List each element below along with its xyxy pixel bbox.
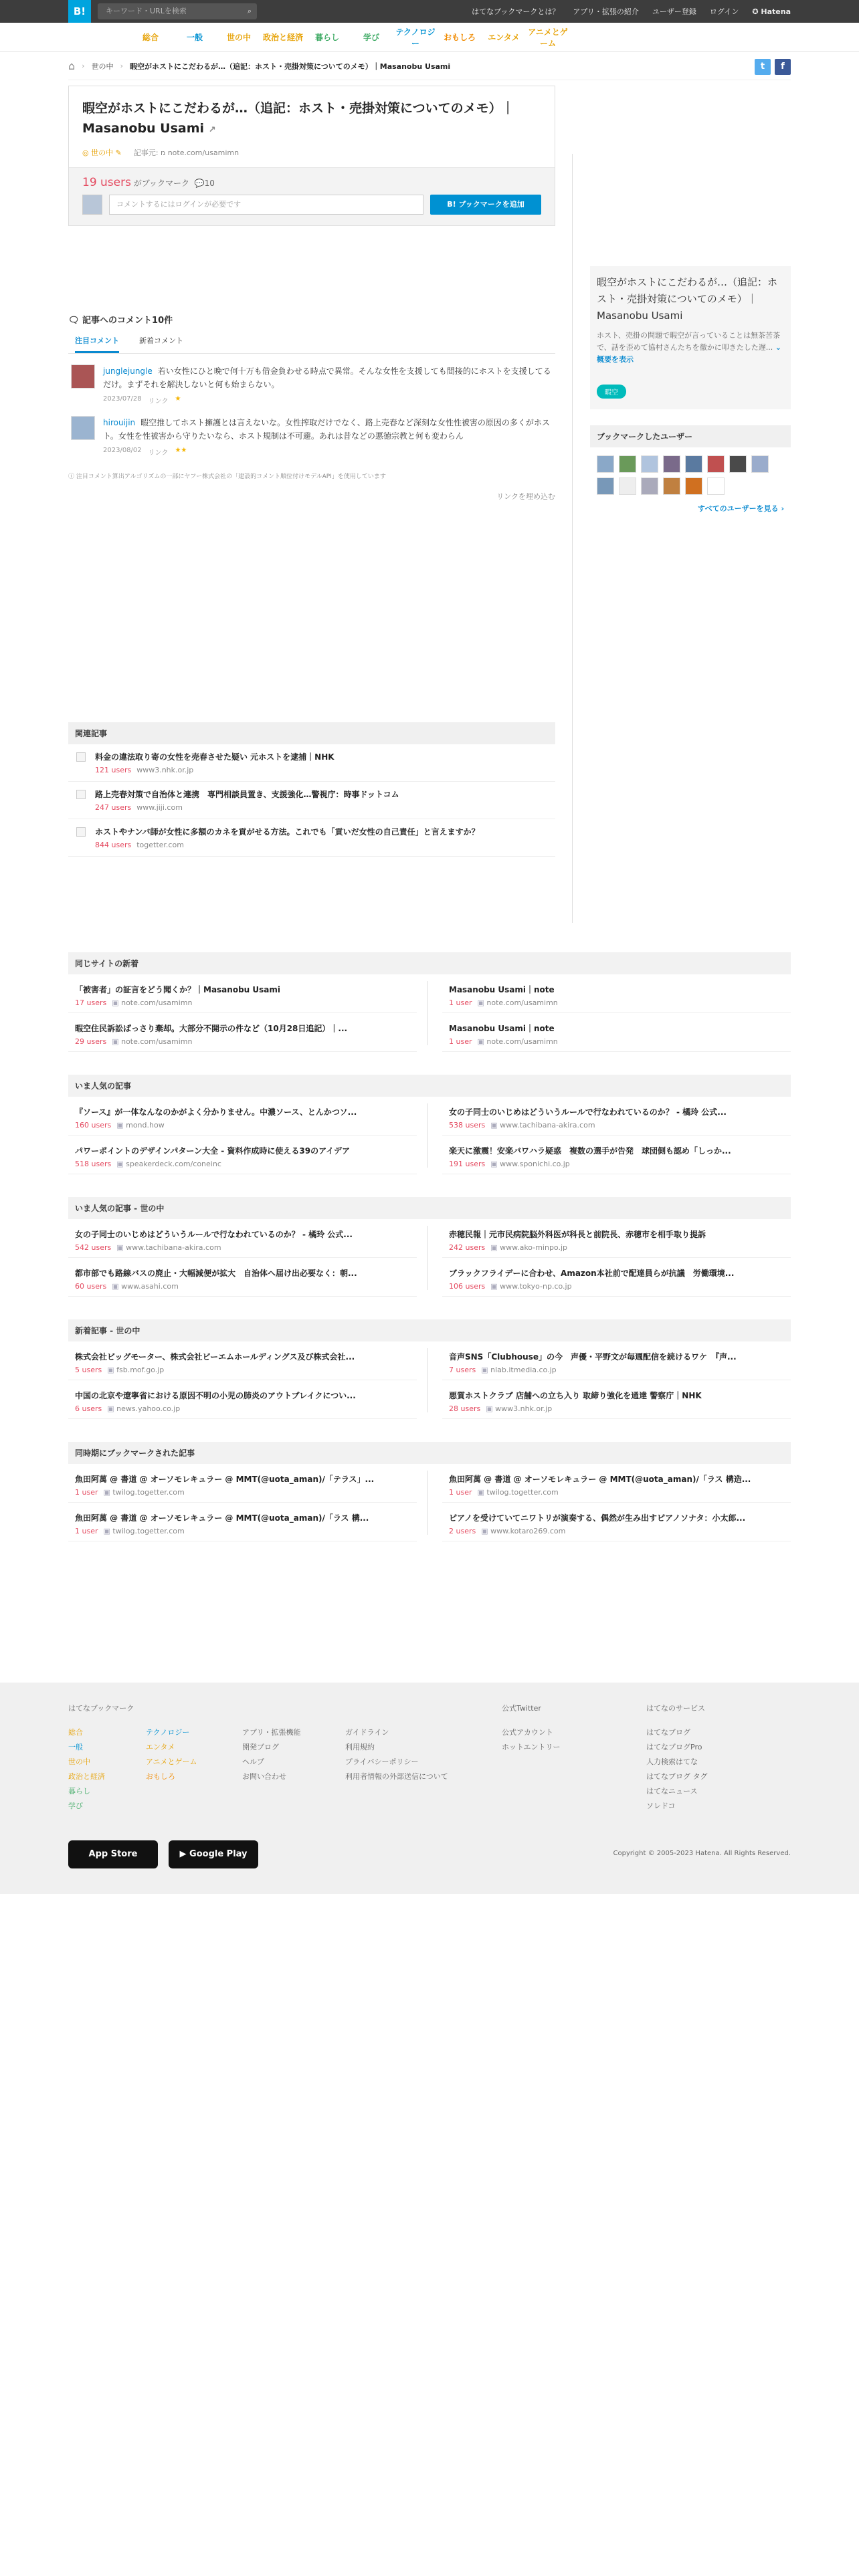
column-divider	[572, 154, 573, 923]
site-domain[interactable]: twilog.togetter.com	[486, 1488, 559, 1497]
embed-link[interactable]: リンクを埋め込む	[496, 492, 555, 501]
list-title: 同時期にブックマークされた記事	[68, 1442, 791, 1464]
source-domain: note.com/usamimn	[167, 148, 240, 157]
related-title: 関連記事	[68, 722, 555, 744]
related-item[interactable]	[68, 819, 555, 857]
list-item[interactable]	[442, 1013, 791, 1052]
sidebar-title: 暇空がホストにこだわるが…（追記：ホスト・売掛対策についてのメモ）｜Masanobu Usami	[597, 276, 778, 322]
footer-link[interactable]: はてなニュース	[646, 1787, 698, 1796]
footer-col-services	[646, 1701, 708, 1814]
users-count[interactable]: 844 users	[95, 841, 132, 849]
bookmark-count	[82, 176, 541, 189]
site-domain[interactable]: www.tachibana-akira.com	[126, 1243, 221, 1252]
list-grid	[68, 974, 791, 1052]
list-item[interactable]	[68, 1013, 417, 1052]
footer-link[interactable]: 人力検索はてな	[646, 1757, 698, 1766]
nav-category[interactable]: 学び	[363, 33, 379, 42]
list-item-title[interactable]: 楽天に激震！安楽バワハラ疑惑 複数の選手が告発 球団側も認め「しっか...	[449, 1146, 731, 1156]
site-domain[interactable]: fsb.mof.go.jp	[116, 1366, 165, 1374]
entry-title[interactable]	[82, 98, 541, 140]
nav-category[interactable]: 政治と経済	[262, 33, 303, 42]
favicon-icon: ▣	[477, 1488, 487, 1497]
list-item[interactable]	[68, 1341, 417, 1380]
hatena-brand: Hatena	[761, 7, 791, 16]
user-avatar[interactable]	[751, 455, 769, 473]
user-avatar[interactable]	[641, 477, 658, 495]
comment-count: 10	[204, 179, 215, 188]
list-title: 同じサイトの新着	[68, 952, 791, 974]
list-item[interactable]	[442, 1503, 791, 1541]
avatar	[82, 195, 102, 215]
footer-link[interactable]: エンタメ	[146, 1743, 175, 1751]
favicon-icon: ▣	[112, 998, 122, 1007]
list-item[interactable]	[442, 1380, 791, 1419]
footer-link[interactable]: 学び	[68, 1802, 83, 1810]
list-item[interactable]	[68, 1097, 417, 1136]
breadcrumb-current: 暇空がホストにこだわるが…（追記：ホスト・売掛対策についてのメモ）｜Masanobu Usami	[129, 62, 451, 71]
list-grid	[68, 1464, 791, 1541]
list-title: いま人気の記事 - 世の中	[68, 1197, 791, 1219]
sidebar-entry-summary	[590, 266, 791, 409]
site-domain[interactable]: note.com/usamimn	[486, 1037, 558, 1046]
list-item-title[interactable]: Masanobu Usami｜note	[449, 1024, 555, 1033]
list-item-meta	[449, 1282, 784, 1291]
footer-col-title: はてなのサービス	[646, 1704, 705, 1713]
footer-link[interactable]: 総合	[68, 1728, 83, 1737]
users-count[interactable]: 7 users	[449, 1366, 476, 1374]
list-item[interactable]	[442, 974, 791, 1013]
footer-link[interactable]: 利用規約	[345, 1743, 375, 1751]
site-domain[interactable]: www.tachibana-akira.com	[500, 1121, 595, 1130]
list-item-title[interactable]: ピアノを受けていてニワトリが演奏する、偶然が生み出すピアノソナタ：小太郎...	[449, 1513, 746, 1523]
article-list	[68, 1442, 791, 1541]
list-item-title[interactable]: 悪質ホストクラブ 店舗への立ち入り 取締り強化を通達 警察庁｜NHK	[449, 1391, 702, 1400]
footer-link[interactable]: おもしろ	[146, 1772, 175, 1781]
list-item-title[interactable]: 赤穂民報｜元市民病院脳外科医が科長と前院長、赤穂市を相手取り提訴	[449, 1230, 706, 1239]
related-meta	[95, 841, 480, 849]
edit-icon: ✎	[115, 148, 122, 157]
user-avatar[interactable]	[707, 477, 725, 495]
nav-category[interactable]: テクノロジー	[395, 27, 436, 48]
user-avatar[interactable]	[597, 477, 614, 495]
user-avatar[interactable]	[597, 455, 614, 473]
entry-category-label: 世の中	[91, 148, 114, 157]
site-domain[interactable]: note.com/usamimn	[121, 1037, 193, 1046]
related-title[interactable]: 料金の違法取り寄の女性を売春させた疑い 元ホストを逮捕｜NHK	[95, 752, 335, 762]
related-item[interactable]	[68, 744, 555, 782]
bookmark-users	[590, 425, 791, 514]
user-avatar[interactable]	[707, 455, 725, 473]
list-item[interactable]	[442, 1097, 791, 1136]
article-list	[68, 1197, 791, 1297]
footer-link[interactable]: 公式アカウント	[502, 1728, 553, 1737]
share-buttons	[755, 59, 791, 75]
footer-link[interactable]: プライバシーポリシー	[345, 1757, 419, 1766]
footer-col-bookmark	[68, 1701, 134, 1814]
comment-item	[68, 405, 555, 457]
users-count[interactable]: 121 users	[95, 766, 132, 774]
site-domain[interactable]: news.yahoo.co.jp	[116, 1404, 181, 1413]
nav-category[interactable]: 総合	[142, 33, 159, 42]
entry-title-text: 暇空がホストにこだわるが…（追記：ホスト・売掛対策についてのメモ）｜Masanobu Usami	[82, 101, 514, 136]
comment-link[interactable]: リンク	[148, 449, 169, 457]
list-item-meta	[75, 1488, 410, 1497]
bookmark-users-title: ブックマークしたユーザー	[590, 425, 791, 447]
list-item[interactable]	[68, 1464, 417, 1503]
footer-col-twitter	[502, 1701, 561, 1755]
footer-link[interactable]: 利用者情報の外部送信について	[345, 1772, 448, 1781]
user-avatar[interactable]	[729, 455, 747, 473]
comment-bubble-icon: 🗨	[68, 316, 80, 326]
favicon-icon: ▣	[490, 1243, 500, 1252]
entry-box	[68, 86, 555, 226]
article-lists	[68, 952, 791, 1564]
login-link[interactable]: ログイン	[709, 7, 739, 16]
nav-category[interactable]: 暮らし	[314, 33, 339, 42]
users-count[interactable]: 1 user	[449, 1037, 472, 1046]
site-domain[interactable]: www.sponichi.co.jp	[500, 1160, 570, 1168]
comment-user[interactable]: junglejungle	[103, 366, 153, 376]
comment-user[interactable]: hirouijin	[103, 418, 136, 427]
list-item[interactable]	[68, 1380, 417, 1419]
related-title[interactable]: ホストやナンバ師が女性に多額のカネを貢がせる方法。これでも「貢いだ女性の自己責任」と言えますか？	[95, 827, 480, 837]
hatena-logo[interactable]	[752, 7, 791, 16]
favicon-icon: ▣	[107, 1366, 117, 1374]
site-domain[interactable]: www.tokyo-np.co.jp	[500, 1282, 572, 1291]
list-item-meta	[449, 1404, 784, 1413]
users-count[interactable]: 1 user	[449, 998, 472, 1007]
list-item[interactable]	[68, 1503, 417, 1541]
user-avatar[interactable]	[663, 477, 680, 495]
chevron-right-icon: ›	[120, 62, 123, 70]
show-summary-label: 概要を表示	[597, 355, 634, 364]
comment-text: 若い女性にひと晩で何十万も借金負わせる時点で異常。そんな女性を支援しても間接的にホストを支援してるだけ。まずそれを解決しないと何も始まらない。	[103, 366, 551, 389]
article-list	[68, 952, 791, 1052]
entry-category[interactable]: ◎ 世の中 ✎	[82, 148, 122, 157]
footer-link[interactable]: 世の中	[68, 1757, 90, 1766]
twitter-icon[interactable]: t	[755, 59, 771, 75]
list-item[interactable]	[442, 1341, 791, 1380]
list-item-title[interactable]: パワーポイントのデザインパターン大全 - 資料作成時に使える39のアイデア	[75, 1146, 351, 1156]
list-item-title[interactable]: 『ソース』が一体なんなのかがよく分かりません。中濃ソース、とんかつソ...	[75, 1107, 357, 1117]
star-icon[interactable]: ★★	[175, 447, 187, 454]
list-grid	[68, 1097, 791, 1174]
user-avatar[interactable]	[641, 455, 658, 473]
list-item[interactable]	[442, 1136, 791, 1174]
footer	[0, 1683, 859, 1894]
list-title: 新着記事 - 世の中	[68, 1319, 791, 1341]
comment-date[interactable]: 2023/07/28	[103, 395, 142, 403]
about-link[interactable]: はてなブックマークとは？	[472, 7, 560, 16]
user-avatar[interactable]	[685, 455, 702, 473]
chevron-right-icon: ›	[82, 62, 85, 70]
show-summary-link[interactable]: ⌄ 概要を表示	[597, 343, 781, 364]
app-store-label: App Store	[88, 1849, 138, 1859]
comment-tabs	[68, 332, 555, 354]
list-grid	[68, 1341, 791, 1419]
nav-category[interactable]: おもしろ	[443, 33, 476, 42]
list-item-meta	[449, 1160, 784, 1168]
users-count[interactable]: 19 users	[82, 176, 131, 189]
list-item[interactable]	[442, 1219, 791, 1258]
list-item-title[interactable]: 「被害者」の証言をどう聞くか？｜Masanobu Usami	[75, 985, 280, 994]
list-grid	[68, 1219, 791, 1297]
bookmark-suffix: がブックマーク	[133, 179, 189, 188]
list-title: いま人気の記事	[68, 1075, 791, 1097]
nav-category[interactable]: アニメとゲーム	[528, 27, 568, 48]
note-icon: ռ	[161, 148, 166, 157]
list-item-title[interactable]: 中国の北京や遼寧省における原因不明の小児の肺炎のアウトブレイクについ...	[75, 1391, 356, 1400]
site-domain[interactable]: twilog.togetter.com	[112, 1527, 185, 1535]
favicon-icon: ▣	[116, 1160, 126, 1168]
favicon-icon: ▣	[477, 1037, 487, 1046]
footer-link[interactable]: 政治と経済	[68, 1772, 105, 1781]
user-avatar[interactable]	[619, 477, 636, 495]
list-item-meta	[75, 998, 410, 1007]
footer-col-title: はてなブックマーク	[68, 1704, 134, 1713]
footer-link[interactable]: 開発ブログ	[242, 1743, 279, 1751]
users-count[interactable]: 6 users	[75, 1404, 102, 1413]
comments-section	[68, 313, 555, 502]
users-count[interactable]: 5 users	[75, 1366, 102, 1374]
footer-link[interactable]: 一般	[68, 1743, 83, 1751]
list-item-title[interactable]: 女の子同士のいじめはどういうルールで行なわれているのか？ - 橘玲 公式...	[75, 1230, 353, 1239]
nav-category[interactable]: 世の中	[226, 33, 251, 42]
related-section	[68, 722, 555, 857]
nav-category[interactable]: エンタメ	[488, 33, 520, 42]
favicon-icon: ▣	[107, 1404, 117, 1413]
list-item-meta	[75, 1160, 410, 1168]
site-domain[interactable]: www.kotaro269.com	[490, 1527, 566, 1535]
comment-date[interactable]: 2023/08/02	[103, 447, 142, 454]
favicon-icon: ▣	[481, 1366, 491, 1374]
entry-source[interactable]	[134, 147, 239, 158]
footer-link[interactable]: ヘルプ	[242, 1757, 264, 1766]
comment-icon: 💬	[191, 179, 205, 188]
favicon-icon	[76, 827, 86, 837]
related-meta	[95, 803, 399, 812]
list-item[interactable]	[442, 1464, 791, 1503]
home-icon[interactable]: ⌂	[68, 60, 76, 72]
users-count[interactable]: 247 users	[95, 803, 132, 812]
user-avatar[interactable]	[685, 477, 702, 495]
external-link-icon[interactable]: ↗	[208, 125, 216, 135]
favicon-icon: ▣	[490, 1160, 500, 1168]
users-count[interactable]: 2 users	[449, 1527, 476, 1535]
list-item-meta	[75, 1404, 410, 1413]
list-item-title[interactable]: 女の子同士のいじめはどういうルールで行なわれているのか？ - 橘玲 公式...	[449, 1107, 727, 1117]
footer-link[interactable]: アニメとゲーム	[146, 1757, 197, 1766]
users-count[interactable]: 28 users	[449, 1404, 481, 1413]
favicon-icon: ▣	[477, 998, 487, 1007]
list-item-title[interactable]: 都市部でも路線バスの廃止・大幅減便が拡大 自治体へ届け出必要なく：朝...	[75, 1269, 357, 1278]
list-item-meta	[449, 998, 784, 1007]
hatena-bookmark-logo[interactable]: B!	[68, 0, 91, 23]
footer-link[interactable]: 暮らし	[68, 1787, 90, 1796]
site-domain[interactable]: www.asahi.com	[121, 1282, 179, 1291]
list-item-meta	[449, 1527, 784, 1535]
footer-link[interactable]: ホットエントリー	[502, 1743, 561, 1751]
site-domain[interactable]: nlab.itmedia.co.jp	[490, 1366, 557, 1374]
star-icon[interactable]: ★	[175, 395, 181, 403]
list-item-meta	[75, 1366, 410, 1374]
users-count[interactable]: 17 users	[75, 998, 107, 1007]
user-avatar[interactable]	[619, 455, 636, 473]
users-count[interactable]: 538 users	[449, 1121, 486, 1130]
hatena-icon: ✪	[752, 7, 761, 16]
favicon-icon: ▣	[490, 1121, 500, 1130]
list-item-title[interactable]: 暇空住民訴訟ばっさり棄却。大部分不開示の件など（10月28日追記）｜...	[75, 1024, 348, 1033]
comment-note-text: 注目コメント算出アルゴリズムの一部にヤフー株式会社の「建設的コメント順位付けモデルAPI」を使用しています	[76, 473, 386, 480]
list-item-meta	[449, 1366, 784, 1374]
favicon-icon: ▣	[481, 1527, 491, 1535]
search-input[interactable]	[98, 3, 257, 19]
sidebar	[590, 86, 791, 514]
site-domain[interactable]: togetter.com	[136, 841, 184, 849]
avatar[interactable]	[71, 416, 95, 440]
list-item[interactable]	[68, 974, 417, 1013]
breadcrumb	[68, 52, 791, 80]
tab-new-comments[interactable]: 新着コメント	[139, 336, 183, 345]
footer-link[interactable]: ガイドライン	[345, 1728, 389, 1737]
list-item-meta	[449, 1243, 784, 1252]
list-item-title[interactable]: ブラックフライデーに合わせ、Amazon本社前で配達員らが抗議 労働環境...	[449, 1269, 735, 1278]
google-play-badge[interactable]	[169, 1840, 258, 1868]
site-domain[interactable]: speakerdeck.com/coneinc	[126, 1160, 221, 1168]
favicon-icon: ▣	[116, 1243, 126, 1252]
list-item-title[interactable]: 魚田阿萬 @ 書道 @ オーソモレキュラー @ MMT(@uota_aman)/「ラス 構造...	[449, 1475, 751, 1484]
comment-link[interactable]: リンク	[148, 398, 169, 405]
list-item-title[interactable]: 魚田阿萬 @ 書道 @ オーソモレキュラー @ MMT(@uota_aman)/「テラス」...	[75, 1475, 375, 1484]
list-item[interactable]	[68, 1136, 417, 1174]
top-bar	[0, 0, 859, 23]
users-count[interactable]: 542 users	[75, 1243, 112, 1252]
footer-link[interactable]: お問い合わせ	[242, 1772, 286, 1781]
list-item[interactable]	[68, 1258, 417, 1297]
source-label: 記事元:	[133, 148, 159, 157]
site-domain[interactable]: www3.nhk.or.jp	[495, 1404, 553, 1413]
see-all-users-link[interactable]	[590, 503, 791, 514]
list-item-meta	[75, 1527, 410, 1535]
tag-badge[interactable]: 暇空	[597, 385, 626, 399]
search-icon[interactable]: ⌕	[247, 7, 252, 15]
users-count[interactable]: 1 user	[449, 1488, 472, 1497]
nav-category[interactable]: 一般	[186, 33, 203, 42]
user-avatar[interactable]	[663, 455, 680, 473]
avatar[interactable]	[71, 364, 95, 389]
footer-col-title: 公式Twitter	[502, 1704, 541, 1713]
related-item[interactable]	[68, 782, 555, 819]
favicon-icon	[76, 790, 86, 799]
users-count[interactable]: 160 users	[75, 1121, 112, 1130]
users-count[interactable]: 1 user	[75, 1488, 98, 1497]
comment-item	[68, 354, 555, 405]
list-item-meta	[75, 1243, 410, 1252]
favicon-icon: ▣	[486, 1404, 496, 1413]
list-item-meta	[75, 1282, 410, 1291]
top-links	[472, 0, 791, 23]
favicon-icon: ▣	[112, 1037, 122, 1046]
article-list	[68, 1319, 791, 1419]
signup-link[interactable]: ユーザー登録	[652, 7, 696, 16]
list-item-title[interactable]: 株式会社ビッグモーター、株式会社ビーエムホールディングス及び株式会社...	[75, 1352, 355, 1362]
list-item[interactable]	[68, 1219, 417, 1258]
footer-link[interactable]: アプリ・拡張機能	[242, 1728, 301, 1737]
users-count[interactable]: 518 users	[75, 1160, 112, 1168]
list-item-meta	[449, 1121, 784, 1130]
breadcrumb-category[interactable]: 世の中	[91, 62, 114, 71]
site-domain[interactable]: www.jiji.com	[136, 803, 183, 812]
footer-link[interactable]: はてなブログ タグ	[646, 1772, 708, 1781]
related-title[interactable]: 路上売春対策で自治体と連携 専門相談員置き、支援強化…警視庁：時事ドットコム	[95, 790, 399, 799]
copyright: Copyright © 2005-2023 Hatena. All Rights Reserved.	[613, 1850, 791, 1857]
sidebar-desc: ホスト、売掛の問題で暇空が言っていることは無茶苦茶で、話を歪めて協村さんたちを徹かに叩きたした遅...	[597, 331, 781, 352]
comment-algorithm-note: ⓘ 注目コメント算出アルゴリズムの一部にヤフー株式会社の「建設的コメント順位付けモデルAPI」を使用しています	[68, 473, 386, 480]
favicon-icon: ▣	[116, 1121, 126, 1130]
footer-link[interactable]: ソレドコ	[646, 1802, 676, 1810]
site-domain[interactable]: note.com/usamimn	[486, 998, 558, 1007]
comments-title	[68, 313, 555, 326]
footer-link[interactable]: テクノロジー	[146, 1728, 190, 1737]
comment-text: 暇空推してホスト擁護とは言えないな。女性搾取だけでなく、路上売春など深刻な女性性被害の原因の多くがホスト。女性を性被害から守りたいなら、ホスト規制は不可避。あれは昔などの悪徳宗教と何も変わらん	[103, 418, 550, 441]
list-item[interactable]	[442, 1258, 791, 1297]
favicon-icon: ▣	[103, 1527, 113, 1535]
play-icon: ▶	[179, 1849, 187, 1859]
chevron-right-icon: ›	[781, 504, 784, 513]
list-item-title[interactable]: 音声SNS「Clubhouse」の今 声優・平野文が毎週配信を続けるワケ 『声...	[449, 1352, 737, 1362]
apps-link[interactable]: アプリ・拡張の紹介	[573, 7, 639, 16]
list-item-meta	[75, 1037, 410, 1046]
users-count[interactable]: 60 users	[75, 1282, 107, 1291]
list-item-meta	[75, 1121, 410, 1130]
comment-input[interactable]: コメントするにはログインが必要です	[109, 195, 423, 215]
favicon-icon: ▣	[112, 1282, 122, 1291]
users-count[interactable]: 29 users	[75, 1037, 107, 1046]
site-domain[interactable]: www.ako-minpo.jp	[500, 1243, 568, 1252]
add-bookmark-button[interactable]: B! ブックマークを追加	[430, 195, 541, 215]
google-play-label: Google Play	[189, 1849, 248, 1859]
users-count[interactable]: 191 users	[449, 1160, 486, 1168]
site-domain[interactable]: note.com/usamimn	[121, 998, 193, 1007]
list-item-title[interactable]: Masanobu Usami｜note	[449, 985, 555, 994]
users-count[interactable]: 106 users	[449, 1282, 486, 1291]
users-count[interactable]: 242 users	[449, 1243, 486, 1252]
facebook-icon[interactable]: f	[775, 59, 791, 75]
list-item-title[interactable]: 魚田阿萬 @ 書道 @ オーソモレキュラー @ MMT(@uota_aman)/「ラス 構...	[75, 1513, 369, 1523]
site-domain[interactable]: www3.nhk.or.jp	[136, 766, 194, 774]
footer-link[interactable]: はてなブログPro	[646, 1743, 702, 1751]
see-all-users-label: すべてのユーザーを見る	[697, 504, 779, 513]
site-domain[interactable]: mond.how	[126, 1121, 165, 1130]
favicon-icon: ▣	[490, 1282, 500, 1291]
comments-title-text: 記事へのコメント10件	[82, 316, 173, 326]
app-store-badge[interactable]	[68, 1840, 158, 1868]
article-list	[68, 1075, 791, 1174]
footer-link[interactable]: はてなブログ	[646, 1728, 690, 1737]
list-item-meta	[449, 1037, 784, 1046]
list-item-meta	[449, 1488, 784, 1497]
search-placeholder: キーワード・URLを検索	[106, 7, 187, 15]
related-meta	[95, 766, 335, 774]
tab-popular-comments[interactable]: 注目コメント	[75, 332, 119, 353]
favicon-icon: ▣	[103, 1488, 113, 1497]
users-count[interactable]: 1 user	[75, 1527, 98, 1535]
main-column	[68, 86, 555, 857]
site-domain[interactable]: twilog.togetter.com	[112, 1488, 185, 1497]
favicon-icon	[76, 752, 86, 762]
category-nav	[0, 23, 859, 52]
